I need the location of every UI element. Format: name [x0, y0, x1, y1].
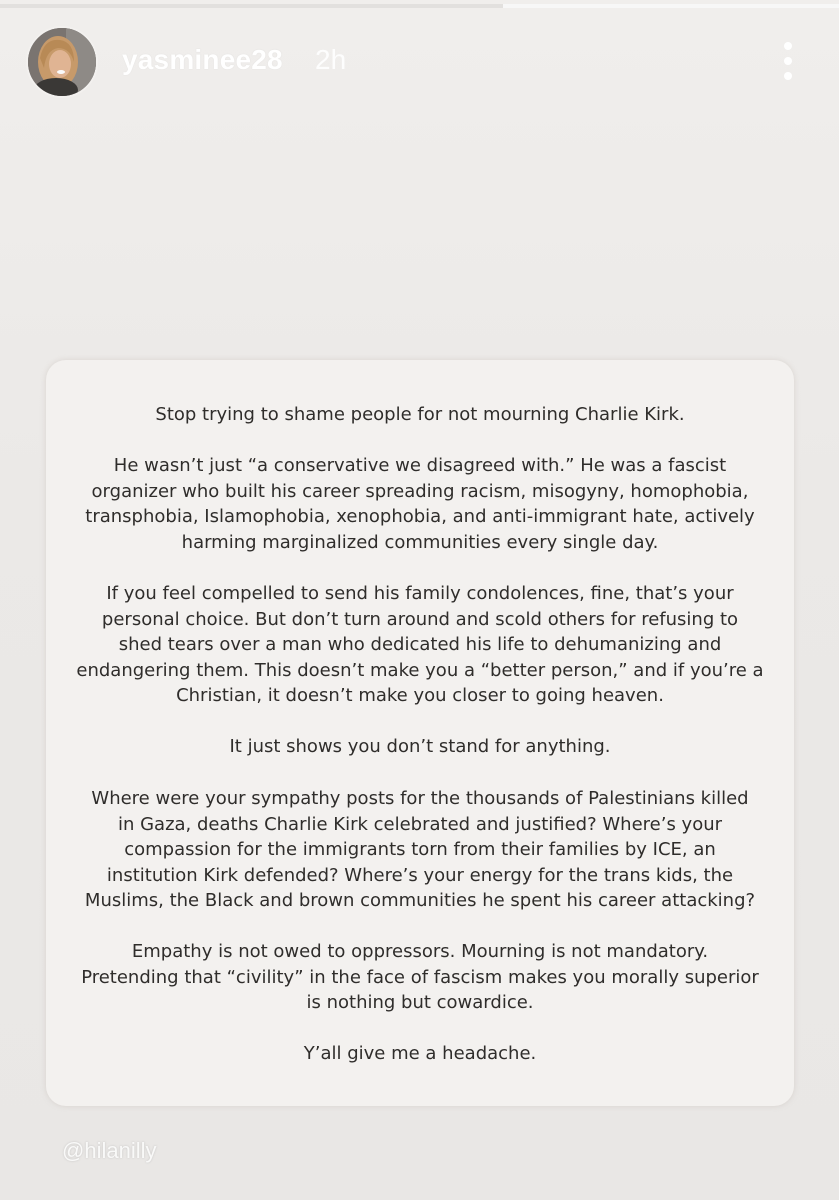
post-paragraph: Y’all give me a headache. [303, 1043, 537, 1064]
profile-avatar[interactable] [26, 26, 98, 98]
post-paragraph: It just shows you don’t stand for anything. [229, 736, 611, 757]
more-vertical-icon[interactable] [778, 42, 798, 82]
post-paragraph: He wasn’t just “a conservative we disagreed with.” He was a fascist organizer who built his career spreading racism, misogyny, homophobia, transphobia, Islamophobia, xenophobia, and anti-immigrant hate, actively harming marginalized communities every single day. [85, 455, 755, 553]
post-paragraph: Where were your sympathy posts for the thousands of Palestinians killed in Gaza, deaths Charlie Kirk celebrated and justified? Where’s your compassion for the immigrants torn from their families by ICE, an institution Kirk defended? Where’s your energy for the trans kids, the Muslims, the Black and brown communities he spent his career attacking? [84, 788, 756, 911]
profile-photo-icon [28, 28, 96, 96]
post-time: 2h [315, 44, 347, 75]
account-username[interactable]: yasminee28 [122, 44, 283, 75]
post-paragraph: Stop trying to shame people for not mourning Charlie Kirk. [155, 404, 685, 425]
watermark: @hilanilly [62, 1138, 157, 1163]
text-post-card [46, 360, 794, 1106]
story-progress-bar [0, 4, 503, 8]
post-paragraph: If you feel compelled to send his family condolences, fine, that’s your personal choice. But don’t turn around and scold others for refusing to shed tears over a man who dedicated his life to dehumanizing and endangering them. This doesn’t make you a “better person,” and if you’re a Christian, it doesn’t make you closer to going heaven. [76, 583, 764, 706]
story-progress-remaining [503, 4, 839, 8]
post-paragraph: Empathy is not owed to oppressors. Mourning is not mandatory. Pretending that “civility” in the face of fascism makes you morally superior is nothing but cowardice. [81, 941, 759, 1013]
story-header [26, 26, 816, 98]
